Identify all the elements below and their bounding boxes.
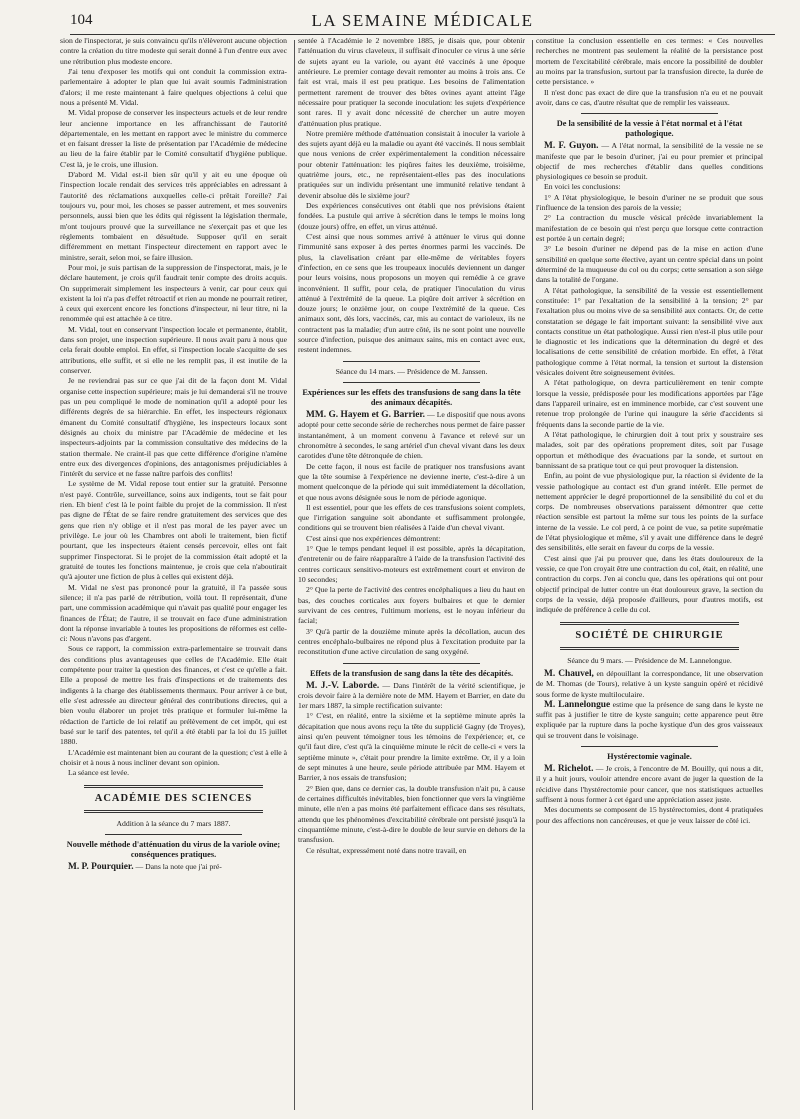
session-line: Addition à la séance du 7 mars 1887. bbox=[116, 818, 231, 828]
separator bbox=[343, 361, 479, 362]
separator bbox=[343, 382, 479, 383]
paragraph: 1° Que le temps pendant lequel il est possible, après la décapitation, d'entretenir ou de faire réapparaître à l'aide de la transfusion l'activité des centres corticaux sensitivo-moteurs est extrêmement court et environ de 10 secondes; bbox=[298, 544, 525, 584]
paragraph: Il n'est donc pas exact de dire que la transfusion n'a eu et ne pouvait avoir, dans ce cas, d'autre résultat que de remplir les vaisseaux. bbox=[536, 87, 763, 107]
paragraph-text: estime que la présence de sang dans le kyste ne suffit pas à justifier le titre de kyste sanguin; cette apparence peut être expliquée par la rupture dans la poche kystique d'un des gros vaisseaux qui se trouvent dans le voisinage. bbox=[536, 699, 763, 740]
paragraph: A l'état pathologique, on devra particulièrement en tenir compte lorsque la vessie, prédisposée pour les modifications apportées par l'âge dans l'appareil urinaire, est en imminence morbide, car c'est souvent une retenue trop prolongée de l'urine qui inaugure la série d'accidents si fréquents dans la seconde partie de la vie. bbox=[536, 378, 763, 429]
paragraph: 3° Le besoin d'uriner ne dépend pas de la mise en action d'une sensibilité en quelque sorte élective, ayant un centre spécial dans un point déterminé de la muqueuse du col ou du corps; cette sensation a son siège dans la totalité de l'organe. bbox=[536, 244, 763, 285]
paragraph: M. Vidal ne s'est pas prononcé pour la gratuité, il l'a passée sous silence; il n'a pas parlé de rétribution, voilà tout. Il représentait, d'une part, une commission académique qui n'avait pas qualité pour engager les finances de l'État; de l'autre, il se trouvait en face d'une administration dont la réponse invariable à toutes les propositions de réformes est celle-ci: Nous n'avons pas d'argent. bbox=[60, 582, 287, 644]
paragraph-text: — Dans la note que j'ai pré- bbox=[133, 861, 222, 871]
speaker-name: M. P. Pourquier. bbox=[68, 861, 134, 872]
paragraph: constitue la conclusion essentielle en ces termes: « Ces nouvelles recherches ne montrent pas seulement la réalité de la persistance post mortem de l'excitabilité cérébrale, mais encore la possibilité de doubler au moins par la transfusion, surtout par la transfusion directe, la durée de cette persistance. » bbox=[536, 36, 763, 87]
speaker-name: M. Richelot. bbox=[544, 764, 594, 775]
paragraph: Je ne reviendrai pas sur ce que j'ai dit de la façon dont M. Vidal organise cette inspection supérieure; mais je lui demanderai s'il ne trouve pas un peu compliqué le mode de nomination qu'il a adopté pour les différents degrés de sa hiérarchie. En effet, les inspecteurs régionaux émanent du Comité consultatif d'hygiène, les inspecteurs locaux sont désignés au choix du ministre par l'Académie de médecine et les inspecteurs-adjoints par la commission consultative des médecins de la station thermale. Ne craint-il pas que cette différence d'origine n'amène entre eux des divergences d'opinions, des antagonismes préjudiciables à l'intérêt du service et ne fasse naître parfois des conflits! bbox=[60, 376, 287, 479]
speaker-name: M. Lannelongue bbox=[544, 699, 611, 710]
paragraph: Il est essentiel, pour que les effets de ces transfusions soient complets, que l'irrigation sanguine soit abondante et suffisamment prolongée, conditions qui se trouvent bien réalisées à l'aide d'un cheval vivant. bbox=[298, 502, 525, 533]
paragraph: La séance est levée. bbox=[68, 768, 130, 778]
section-heading-box bbox=[84, 785, 263, 813]
paragraph: M. Vidal propose de conserver les inspecteurs actuels et de leur rendre leur ancienne importance en les affranchissant de l'autorité départementale, en les mettant en rapport avec le ministre du commerce et en faisant dresser la liste de présentation par l'Académie de médecine au lieu de la faire établir par le Comité consultatif d'hygiène publique. C'est là, je le crois, une illusion. bbox=[60, 108, 287, 169]
paragraph: Le système de M. Vidal repose tout entier sur la gratuité. Personne n'est payé. Contrôle, surveillance, soins aux indigents, tout se fait pour rien. Eh bien! c'est là le point faible du projet de la commission. Il n'est pas digne de l'État de se faire rendre gratuitement des services que des gens que rien n'y oblige et il n'est pas moral de les payer avec un privilège. Le jour où les Chambres ont aboli le traitement, bien fictif pourtant, que les inspecteurs étaient censés percevoir, elles ont fait supprimer l'inspectorat. Si le projet de la commission était adopté et la gratuité de toutes les fonctions maintenue, je crois que cela n'aboutirait qu'à ajouter une fiction de plus à celles qui existent déjà. bbox=[60, 479, 287, 582]
paragraph: D'abord M. Vidal est-il bien sûr qu'il y ait eu une époque où l'inspection locale rendait des services très appréciables en adressant à l'autorité des réclamations auxquelles celle-ci prêtait l'oreille? J'ai toujours vu, pour moi, les choses se passer autrement, et mes souvenirs personnels, aussi bien que les édits qui régissent la législation thermale, m'ont toujours prouvé que la surveillance ne s'exerçait pas et que les règlements tombaient en désuétude. Supposer qu'il en serait différemment en mettant l'inspecteur directement en rapport avec le ministre, serait, selon moi, se faire illusion. bbox=[60, 170, 287, 262]
paragraph: C'est ainsi que j'ai pu prouver que, dans les états douloureux de la vessie, ce que l'on croyait être une contraction du col, était, en réalité, une contraction du corps. J'en ai conclu que, dans les opérations qui ont pour objectif principal de lutter contre un état douloureux grave, la section du corps de la vessie, déjà proposée d'ailleurs, pour d'autres motifs, est indiquée de préférence à celle du col. bbox=[536, 553, 763, 615]
page-header bbox=[70, 8, 775, 34]
article-title: Nouvelle méthode d'atténuation du virus de la variole ovine; conséquences pratiques. bbox=[66, 839, 281, 859]
journal-title: LA SEMAINE MÉDICALE bbox=[311, 11, 534, 30]
paragraph-text: — A l'état normal, la sensibilité de la vessie ne se manifeste que par le besoin d'uriner, j'ai eu pour premier et principal objectif de mes recherches d'établir dans quelles conditions physiologiques ce besoin se produit. bbox=[536, 141, 763, 182]
paragraph-text: — Le dispositif que nous avons adopté pour cette seconde série de recherches nous permet de faire passer instantanément, à un moment convenu à l'avance et relevé sur un chronomètre à secondes, le sang artériel d'un cheval vivant dans les deux carotides d'une tête détronquée de chien. bbox=[298, 410, 525, 461]
speaker-name: M. Chauvel, bbox=[544, 668, 594, 679]
speaker-name: M. J.-V. Laborde. bbox=[306, 680, 380, 691]
paragraph: J'ai tenu d'exposer les motifs qui ont conduit la commission extra-parlementaire à adopter le plan que lui avait soumis l'administration d'alors; il me reste maintenant à faire quelques objections à celui que nous a présenté M. Vidal. bbox=[60, 66, 287, 107]
column-divider bbox=[294, 40, 295, 1110]
article-title: Effets de la transfusion de sang dans la tête des décapités. bbox=[309, 668, 514, 678]
paragraph: Sous ce rapport, la commission extra-parlementaire se trouvait dans des conditions plus avantageuses que celles de l'Académie. Elle était compétente pour traiter la question des finances, et c'est ce qu'elle a fait. Elle a proposé de mettre les frais d'inspections et de traitements des indigents à la charge des établissements thermaux. Pour arriver à ce but, elle s'est adressée au directeur général des contributions directes, qui a bien voulu élaborer un projet très pratique et formuler lui-même la rédaction de l'article de loi relatif au prélèvement de cet impôt, qui est basé sur le tarif des patentes, tel qu'il a été établi par la loi du 15 juillet 1880. bbox=[60, 644, 287, 747]
paragraph-text: — Dans l'intérêt de la vérité scientifique, je crois devoir faire à la dernière note de MM. Hayem et Barrier, en date du 1er mars 1887, la simple rectification suivante: bbox=[298, 680, 525, 711]
paragraph-text: en dépouillant la correspondance, lit une observation de M. Thomas (de Tours), relative à un kyste sanguin opéré et récidivé sous forme de kyste multiloculaire. bbox=[536, 668, 763, 699]
separator bbox=[105, 834, 241, 835]
paragraph: Ce résultat, expressément noté dans notre travail, en bbox=[306, 845, 467, 855]
paragraph: Pour moi, je suis partisan de la suppression de l'inspectorat, mais, je le déclare hautement, je crois qu'il faudrait tenir compte des droits acquis. On supprimerait simplement les inspecteurs à venir, car pour ceux qui existent la loi n'a pas d'effet rétroactif et rien au monde ne pourrait retirer, à ceux qui exercent encore les fonctions d'inspecteur, ni leur titre, ni la renommée qui est attachée à ce titre. bbox=[60, 262, 287, 324]
column-3 bbox=[536, 36, 763, 1112]
paragraph: Des expériences consécutives ont établi que nos prévisions étaient fondées. La pustule qui arrive à sécrétion dans le temps le moins long (douze jours) offre, en effet, un virus atténué. bbox=[298, 201, 525, 231]
article-title: Hystérectomie vaginale. bbox=[607, 752, 692, 762]
section-heading-box bbox=[560, 622, 739, 650]
column-1 bbox=[60, 36, 287, 1112]
speaker-name: MM. G. Hayem et G. Barrier. bbox=[306, 410, 426, 420]
paragraph: sentée à l'Académie le 2 novembre 1885, je disais que, pour obtenir l'atténuation du virus claveleux, il suffisait d'inoculer ce virus à une série de sujets ayant eu la variole, ou ayant été vaccinés à une époque antérieure. Le premier contage devait remonter au moins à trois ans. Ce fait est vrai, mais il est peu pratique. Les besoins de l'alimentation permettent rarement de trouver des bêtes ovines ayant atteint l'âge nécessaire pour pratiquer la seconde inoculation: les sujets d'expérience sont rares. Il y avait donc nécessité de chercher un autre moyen d'atténuation plus pratique. bbox=[298, 36, 525, 128]
paragraph: L'Académie est maintenant bien au courant de la question; c'est à elle à choisir et à nous à nous incliner devant son opinion. bbox=[60, 747, 287, 767]
article-title: Expériences sur les effets des transfusions de sang dans la tête des animaux décapités. bbox=[302, 388, 521, 407]
paragraph: A l'état pathologique, le chirurgien doit à tout prix y soustraire ses malades, soit par des opérations proprement dites, soit par l'usage opportun et méthodique des évacuations par la sonde, et surtout en bannissant de sa pratique tout ce qui peut provoquer la distension. bbox=[536, 429, 763, 470]
column-divider bbox=[532, 40, 533, 1110]
paragraph: 3° Qu'à partir de la douzième minute après la décollation, aucun des centres encéphalo-bulbaires ne répond plus à l'excitation produite par la reconstitution d'une active circulation de sang oxygéné. bbox=[298, 626, 525, 657]
paragraph-text: — Je crois, à l'encontre de M. Bouilly, qui nous a dit, il y a huit jours, vouloir attendre encore avant de juger la question de la récidive dans l'hystérectomie pour cancer, que nos statistiques actuelles suffisent à nous former à cet égard une appréciation assez juste. bbox=[536, 764, 763, 804]
section-title: ACADÉMIE DES SCIENCES bbox=[94, 792, 253, 804]
paragraph: En voici les conclusions: bbox=[544, 182, 621, 192]
column-2 bbox=[298, 36, 525, 1112]
paragraph: C'est ainsi que nos expériences démontrent: bbox=[306, 533, 441, 543]
paragraph: C'est ainsi que nous sommes arrivé à atténuer le virus qui donne l'immunité sans exposer à des pertes énormes parmi les vaccinés. De plus, la clavelisation créant par elle-même de véritables foyers d'infection, en ce sens que les troupeaux inoculés deviennent un danger pour leurs voisins, nous proposons un moyen qui remédie à ce grave inconvénient. Il suffit, pour cela, de pratiquer l'inoculation du virus atténué à l'extrémité de la queue. La piqûre doit arriver à sécrétion en douze jours; le onzième jour, on coupe l'extrémité de la queue. Ces animaux sont, dès lors, vaccinés, car, mis au contact de varioleux, ils ne contractent pas la maladie; d'un autre côté, ils ne sont point une nouvelle source d'infection, puisque des animaux sains, mis en contact avec eux, restent indemnes. bbox=[298, 231, 525, 355]
session-line: Séance du 14 mars. — Présidence de M. Janssen. bbox=[335, 366, 488, 376]
paragraph: 2° La contraction du muscle vésical précède invariablement la manifestation de ce besoin qui n'est perçu que lorsque cette contraction est portée à un certain degré; bbox=[536, 213, 763, 243]
separator bbox=[343, 663, 479, 664]
paragraph: De cette façon, il nous est facile de pratiquer nos transfusions avant que la tête soumise à l'expérience ne devienne inerte, c'est-à-dire à un moment quelconque de la période qui suit immédiatement la décollation, et que nous avons désignée sous le nom de période agonique. bbox=[298, 461, 525, 502]
paragraph: 1° C'est, en réalité, entre la sixième et la septième minute après la décapitation que nous avons reçu la tête du supplicié Gagny (de Troyes), ainsi qu'en peuvent témoigner tous les témoins de l'expérience; et, ce qu'il faut dire, c'est qu'à la cinquième minute le récit de celle-ci « vers la septième minute », c'était pour prendre la limite extrême. Or, il y a loin de sept minutes à une heure, seule période attribuée par MM. Hayem et Barrier, à nos essais de transfusion; bbox=[298, 711, 525, 783]
header-rule bbox=[70, 34, 775, 35]
paragraph: 1° A l'état physiologique, le besoin d'uriner ne se produit que sous l'influence de la tension des parois de la vessie; bbox=[536, 192, 763, 213]
speaker-name: M. F. Guyon. bbox=[544, 141, 599, 152]
session-line: Séance du 9 mars. — Présidence de M. Lannelongue. bbox=[567, 655, 732, 665]
separator bbox=[581, 746, 717, 747]
paragraph: M. Vidal, tout en conservant l'inspection locale et permanente, établit, dans son projet, une inspection supérieure. Il nous avait paru à nous que cela ferait double emploi. En effet, si l'inspection locale s'acquitte de ses attributions, elle suffit, et si elle ne les remplit pas, il est inutile de la conserver. bbox=[60, 324, 287, 375]
paragraph: Notre première méthode d'atténuation consistait à inoculer la variole à des sujets ayant déjà eu la maladie ou ayant été vaccinés. Il nous semblait que nous venions de créer expérimentalement la condition nécessaire pour obtenir l'atténuation: les piqûres faites les deuxième, troisième, quatrième jours, etc., ne représentaient-elles pas des inoculations pratiquées sur un individu présentant une immunité relative tendant à devenir absolue dès le sixième jour? bbox=[298, 128, 525, 200]
paragraph: sion de l'inspectorat, je suis convaincu qu'ils n'élèveront aucune objection contre la création du titre modeste qui serait donné à l'un d'entre eux avec une rétribution plus modeste encore. bbox=[60, 36, 287, 66]
paragraph: 2° Que la perte de l'activité des centres encéphaliques a lieu du haut en bas, des couches corticales aux foyers bulbaires et que le dernier survivant de ces centres, l'ultimum moriens, est le noyau inférieur du facial; bbox=[298, 585, 525, 626]
section-title: SOCIÉTÉ DE CHIRURGIE bbox=[575, 629, 724, 641]
page-number: 104 bbox=[70, 12, 93, 28]
paragraph: Mes documents se composent de 15 hystérectomies, dont 4 pratiquées pour des affections non cancéreuses, et que je veux laisser de côté ici. bbox=[536, 805, 763, 825]
paragraph: Enfin, au point de vue physiologique pur, la réaction si évidente de la vessie pathologique au contact est d'un grand intérêt. Elle permet de nettement apprécier le degré proportionnel de la sensibilité du col et du corps. De nombreuses observations paraissent démontrer que cette réaction sensible est partout la même sur tous les points de la surface interne de la vessie. Le col perd, à ce point de vue, sa petite suprématie de l'état physiologique et même, s'il y avait une différence dans le degré des sensibilités, elle serait en faveur du corps de la vessie. bbox=[536, 471, 763, 553]
article-title: De la sensibilité de la vessie à l'état normal et à l'état pathologique. bbox=[556, 119, 743, 139]
separator bbox=[581, 113, 717, 114]
paragraph: A l'état pathologique, la sensibilité de la vessie est essentiellement constituée: 1° par l'exaltation de la sensibilité à la tension; 2° par l'exaltation plus ou moins vive de sa sensibilité aux contacts. Or, de cette constatation se dégage le fait important suivant: la sensibilité vive aux contacts constitue un état pathologique. Aussi rien n'est-il plus utile pour le diagnostic et les indications que la détermination du degré et des localisations de cette sensibilité de création morbide. En effet, à l'état pathologique comme à l'état normal, la tension et surtout la distension vésicales doivent être soigneusement évitées. bbox=[536, 285, 763, 378]
paragraph: 2° Bien que, dans ce dernier cas, la double transfusion n'ait pu, à cause de certaines difficultés inévitables, bien fonctionner que vers la vingtième minute, elle n'en a pas moins été parfaitement efficace dans ses résultats, attendu que les phénomènes d'excitabilité cérébrale ont persisté jusqu'à la cinquantième minute, c'est-à-dire le double de leur survie en dehors de la transfusion. bbox=[298, 783, 525, 845]
